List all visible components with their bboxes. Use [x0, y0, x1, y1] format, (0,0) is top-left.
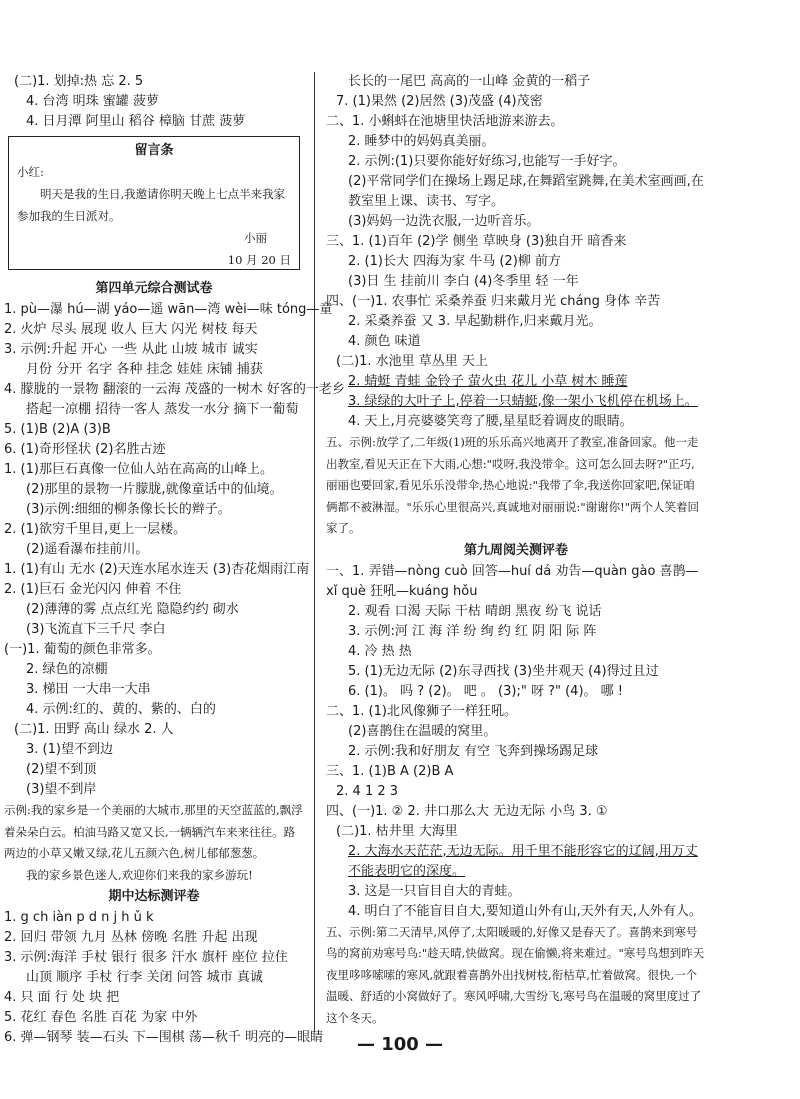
- essay-closing: 我的家乡景色迷人,欢迎你们来我的家乡游玩!: [26, 867, 253, 882]
- answer-line: 二、1. (1)北风像狮子一样狂吼。: [326, 703, 517, 719]
- answer-line: 2. (1)长大 四海为家 牛马 (2)柳 前方: [348, 254, 561, 269]
- answer-line-underlined: 2. 蜻蜓 青蛙 金铃子 萤火虫 花儿 小草 树木 睡莲: [348, 374, 628, 389]
- answer-line-underlined: 3. 绿绿的大叶子上,停着一只蜻蜓,像一架小飞机停在机场上。: [348, 394, 698, 409]
- note-body: 明天是我的生日,我邀请你明天晚上七点半来我家参加我的生日派对。: [17, 187, 286, 223]
- answer-line-underlined: 2. 大海水天茫茫,无边无际。用千里不能形容它的辽阔,用万丈不能表明它的深度。: [348, 843, 698, 879]
- answer-line: 四、(一)1. 农事忙 采桑养蚕 归来戴月光 cháng 身体 辛苦: [326, 294, 661, 309]
- answer-line: 2. (1)巨石 金光闪闪 伸着 不住: [4, 582, 182, 597]
- essay-paragraph: 五、示例:放学了,二年级(1)班的乐乐高兴地离开了教室,准备回家。他一走出教室,看见天正在下大雨,心想:"哎呀,我没带伞。这可怎么回去呀?"正巧,丽丽也要回家,看见乐乐没带伞,热心地说:"我带了伞,我送你回家吧,保证咱俩都不被淋湿。"乐乐心里很高兴,真诚地对丽丽说:"谢谢你!"两个人笑着回家了。: [326, 435, 700, 535]
- answer-line: 5. (1)无边无际 (2)东寻西找 (3)坐井观天 (4)得过且过: [348, 663, 659, 679]
- answer-line: 二、1. 小蝌蚪在池塘里快活地游来游去。: [326, 114, 564, 129]
- answer-line: 2. 示例:我和好朋友 有空 飞奔到操场踢足球: [348, 743, 599, 759]
- answer-line: (3)望不到岸: [26, 782, 97, 797]
- answer-line: (二)1. 水池里 草丛里 天上: [336, 354, 488, 369]
- answer-line: 6. (1)奇形怪状 (2)名胜古迹: [4, 442, 166, 457]
- answer-line: (2)遥看瀑布挂前川。: [26, 542, 149, 557]
- answer-line: (3)飞流直下三千尺 李白: [26, 622, 166, 637]
- left-column: [4, 72, 345, 1048]
- answer-line: 3. 示例:海洋 手杖 银行 很多 汗水 旗杆 座位 拉住: [4, 950, 288, 965]
- answer-line: 搭起一凉棚 招待一客人 蒸发一水分 摘下一葡萄: [26, 402, 299, 417]
- answer-line: (二)1. 枯井里 大海里: [336, 823, 458, 839]
- answer-line: 一、1. 弄错—nòng cuò 回答—huí dá 劝告—quàn gào 喜鹊—xǐ què 狂吼—kuáng hǒu: [326, 563, 699, 599]
- answer-line: 3. (1)望不到边: [26, 742, 113, 757]
- answer-line: 4. 冷 热 热: [348, 643, 412, 659]
- answer-line: (3)示例:细细的柳条像长长的辫子。: [26, 502, 231, 517]
- answer-line: 三、1. (1)B A (2)B A: [326, 763, 454, 779]
- note-date: 10 月 20 日: [227, 253, 291, 267]
- answer-line: 1. g ch iàn p d n j h ǔ k: [4, 910, 154, 925]
- answer-line: (一)1. 葡萄的颜色非常多。: [4, 642, 161, 657]
- answer-line: (2)望不到顶: [26, 762, 97, 777]
- answer-line: 2. 观看 口渴 天际 干枯 晴朗 黑夜 纷飞 说话: [348, 603, 602, 619]
- answer-line: 4. 朦胧的一景物 翻滚的一云海 茂盛的一树木 好客的一老乡: [4, 382, 345, 397]
- answer-line: 2. 睡梦中的妈妈真美丽。: [348, 134, 495, 149]
- answer-line: 6. 弹—钢琴 装—石头 下—围棋 荡—秋千 明亮的—眼睛: [4, 1030, 324, 1045]
- section-title-midterm: 期中达标测评卷: [108, 889, 200, 904]
- section-title-unit4: 第四单元综合测试卷: [95, 281, 213, 296]
- answer-line: (3)妈妈一边洗衣服,一边听音乐。: [348, 214, 540, 229]
- answer-line: 4. 明白了不能盲目自大,要知道山外有山,天外有天,人外有人。: [348, 903, 702, 919]
- answer-line: 3. 这是一只盲目自大的青蛙。: [348, 883, 521, 899]
- answer-line: 3. 示例:升起 开心 一些 从此 山坡 城市 诚实: [4, 342, 258, 357]
- essay-paragraph: 示例:我的家乡是一个美丽的大城市,那里的天空蓝蓝的,飘浮着朵朵白云。柏油马路又宽又长,一辆辆汽车来来往往。路两边的小草又嫩又绿,花儿五颜六色,树儿郁郁葱葱。: [4, 803, 303, 860]
- note-title: 留言条: [134, 143, 174, 158]
- answer-line: (二)1. 田野 高山 绿水 2. 人: [14, 722, 174, 737]
- note-signature: 小丽: [244, 231, 267, 245]
- answer-line: 4. 台湾 明珠 蜜罐 菠萝: [26, 94, 159, 109]
- answer-line: 1. (1)那巨石真像一位仙人站在高高的山峰上。: [4, 462, 273, 477]
- answer-line: 4. 天上,月亮婆婆笑弯了腰,星星眨着调皮的眼睛。: [348, 414, 633, 429]
- answer-line: (2)薄薄的雾 点点红光 隐隐约约 砌水: [26, 602, 239, 617]
- answer-line: 4. 颜色 味道: [348, 334, 421, 349]
- answer-line: (2)喜鹊住在温暖的窝里。: [348, 723, 497, 739]
- right-column: [326, 72, 706, 1029]
- column-divider: [314, 72, 315, 1032]
- note-greeting: 小红:: [17, 165, 44, 179]
- answer-line: 5. 花红 春色 名胜 百花 为家 中外: [4, 1010, 198, 1025]
- answer-line: 3. 示例:河 江 海 洋 纷 绚 约 红 阴 阳 际 阵: [348, 623, 597, 639]
- answer-line: (2)那里的景物一片朦胧,就像童话中的仙境。: [26, 482, 283, 497]
- answer-line: 4. 示例:红的、黄的、紫的、白的: [26, 702, 216, 717]
- answer-line: 5. (1)B (2)A (3)B: [4, 422, 111, 437]
- answer-line: 2. 回归 带领 九月 丛林 傍晚 名胜 升起 出现: [4, 930, 258, 945]
- answer-line: 2. 火炉 尽头 展现 收人 巨大 闪光 树枝 每天: [4, 322, 258, 337]
- answer-line: 长长的一尾巴 高高的一山峰 金黄的一稻子: [348, 74, 591, 89]
- answer-line: 4. 只 面 行 处 块 把: [4, 990, 120, 1005]
- answer-line: 三、1. (1)百年 (2)学 侧坐 草映身 (3)独自开 暗香来: [326, 234, 627, 249]
- answer-line: 4. 日月潭 阿里山 稻谷 樟脑 甘蔗 菠萝: [26, 114, 246, 129]
- answer-line: (2)平常同学们在操场上踢足球,在舞蹈室跳舞,在美术室画画,在教室里上课、读书、写字。: [348, 174, 704, 209]
- answer-line: 山顶 顺序 手杖 行李 关闭 问答 城市 真诚: [26, 970, 263, 985]
- answer-line: 2. 示例:(1)只要你能好好练习,也能写一手好字。: [348, 154, 626, 169]
- answer-line: 3. 梯田 一大串一大串: [26, 682, 151, 697]
- answer-line: 2. 采桑养蚕 又 3. 早起勤耕作,归来戴月光。: [348, 314, 602, 329]
- answer-line: (二)1. 划掉:热 忘 2. 5: [14, 74, 144, 89]
- answer-line: 2. (1)欲穷千里目,更上一层楼。: [4, 522, 187, 537]
- answer-line: 7. (1)果然 (2)居然 (3)茂盛 (4)茂密: [336, 94, 543, 109]
- essay-paragraph: 五、示例:第二天清早,风停了,太阳暖暖的,好像又是春天了。喜鹊来到寒号鸟的窝前劝寒号鸟:"趁天晴,快做窝。现在偷懒,将来难过。"寒号鸟想到昨天夜里哆哆嗦嗦的寒风,就跟着喜鹊外出找树枝,衔枯草,忙着做窝。很快,一个温暖、舒适的小窝做好了。寒风呼啸,大雪纷飞,寒号鸟在温暖的窝里度过了这个冬天。: [326, 924, 705, 1025]
- answer-line: 月份 分开 名字 各种 挂念 娃娃 床铺 捕获: [26, 362, 263, 377]
- answer-line: 6. (1)。 吗 ? (2)。 吧 。 (3);" 呀 ?" (4)。 哪 !: [348, 683, 623, 699]
- answer-line: 2. 4 1 2 3: [336, 783, 399, 799]
- message-note: [8, 136, 300, 270]
- page-number: — 100 —: [356, 1034, 444, 1055]
- answer-line: (3)日 生 挂前川 李白 (4)冬季里 轻 一年: [348, 274, 579, 289]
- answer-line: 四、(一)1. ② 2. 井口那么大 无边无际 小鸟 3. ①: [326, 803, 608, 819]
- answer-line: 1. pù—瀑 hú—湖 yáo—遥 wān—湾 wèi—味 tóng—童: [4, 302, 333, 317]
- answer-line: 2. 绿色的凉棚: [26, 662, 108, 677]
- section-title-week9: 第九周阅关测评卷: [463, 542, 568, 558]
- answer-line: 1. (1)有山 无水 (2)天连水尾水连天 (3)杏花烟雨江南: [4, 562, 310, 577]
